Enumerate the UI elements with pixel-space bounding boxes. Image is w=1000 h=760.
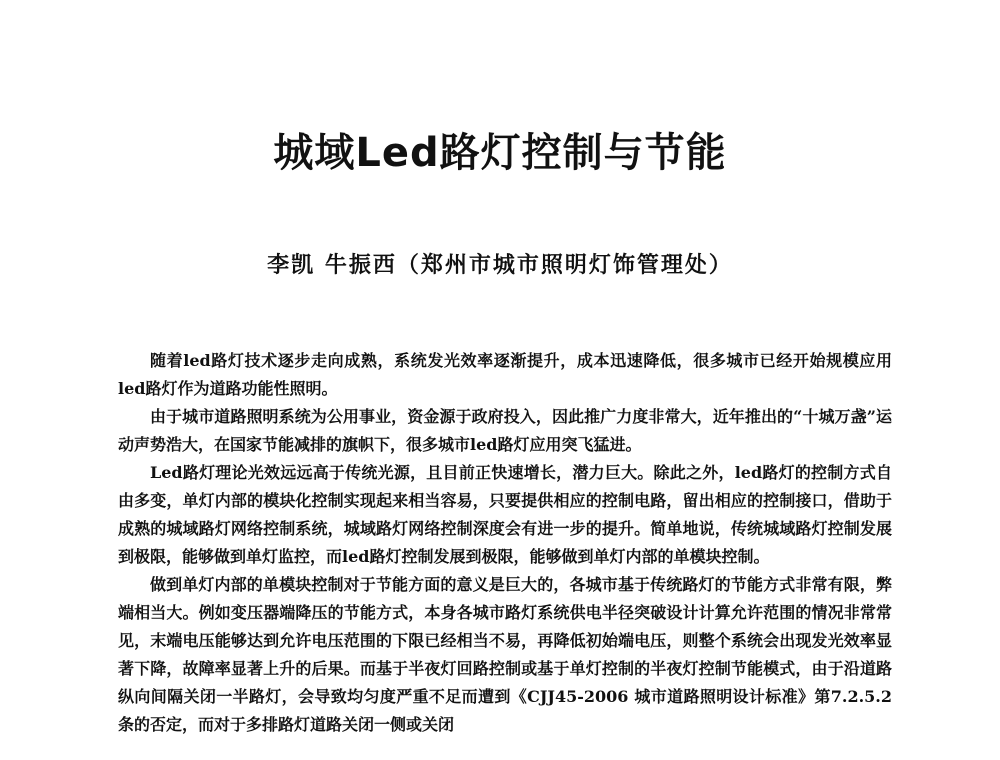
paragraph-1: 随着led路灯技术逐步走向成熟，系统发光效率逐渐提升，成本迅速降低，很多城市已经开始规模应用led路灯作为道路功能性照明。 [118,351,892,398]
paragraph-2: 由于城市道路照明系统为公用事业，资金源于政府投入，因此推广力度非常大，近年推出的“十城万盏”运动声势浩大，在国家节能减排的旗帜下，很多城市led路灯应用突飞猛进。 [118,407,892,454]
article-body [118,347,892,739]
paragraph-4: 做到单灯内部的单模块控制对于节能方面的意义是巨大的，各城市基于传统路灯的节能方式非常有限，弊端相当大。例如变压器端降压的节能方式，本身各城市路灯系统供电半径突破设计计算允许范围的情况非常常见，末端电压能够达到允许电压范围的下限已经相当不易，再降低初始端电压，则整个系统会出现发光效率显著下降，故障率显著上升的后果。而基于半夜灯回路控制或基于单灯控制的半夜灯控制节能模式，由于沿道路纵向间隔关闭一半路灯，会导致均匀度严重不足而遭到《CJJ45-2006 城市道路照明设计标准》第7.2.5.2条的否定，而对于多排路灯道路关闭一侧或关闭 [118,575,892,734]
paragraph-3: Led路灯理论光效远远高于传统光源，且目前正快速增长，潜力巨大。除此之外，led路灯的控制方式自由多变，单灯内部的模块化控制实现起来相当容易，只要提供相应的控制电路，留出相应的控制接口，借助于成熟的城域路灯网络控制系统，城域路灯网络控制深度会有进一步的提升。简单地说，传统城域路灯控制发展到极限，能够做到单灯监控，而led路灯控制发展到极限，能够做到单灯内部的单模块控制。 [118,463,892,566]
article-title: 城域Led路灯控制与节能 [273,130,727,176]
article-authors: 李凯 牛振西（郑州市城市照明灯饰管理处） [267,252,733,278]
